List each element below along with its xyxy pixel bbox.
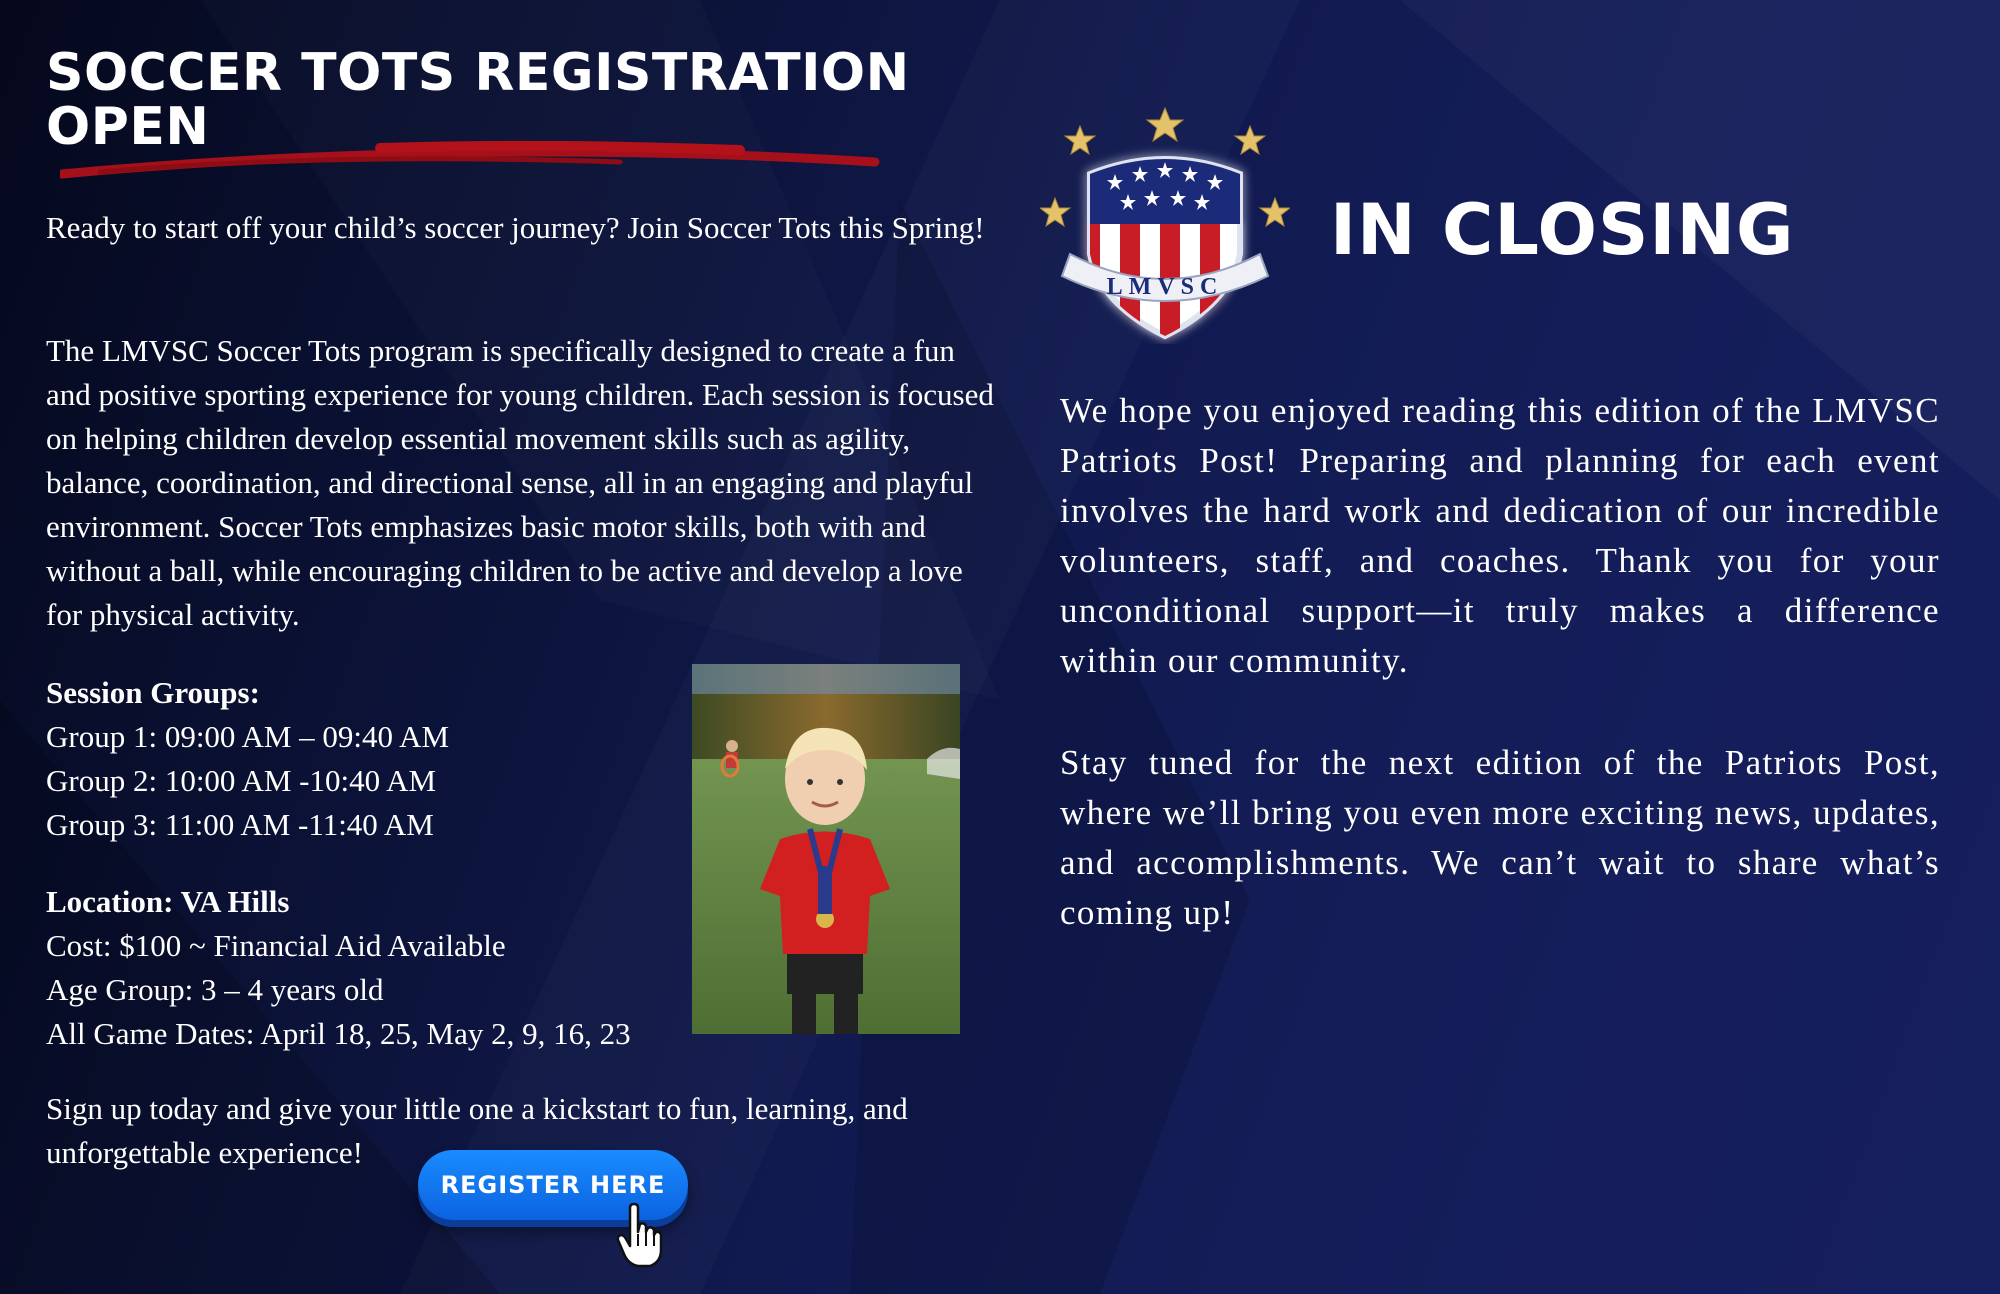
lmvsc-crest-logo — [1040, 104, 1290, 344]
session-group-item: Group 2: 10:00 AM -10:40 AM — [46, 763, 437, 798]
intro-text: Ready to start off your child’s soccer journey? Join Soccer Tots this Spring! — [46, 210, 985, 245]
session-groups-heading: Session Groups: — [46, 675, 260, 710]
game-dates: All Game Dates: April 18, 25, May 2, 9, 16, 23 — [46, 1016, 631, 1051]
hand-pointer-icon — [612, 1202, 668, 1270]
crest-text: LMVSC — [1106, 274, 1224, 300]
program-details — [46, 880, 631, 1056]
in-closing-title: IN CLOSING — [1330, 189, 1795, 271]
location: Location: VA Hills — [46, 884, 290, 919]
program-description: The LMVSC Soccer Tots program is specifically designed to create a fun and positive sporting experience for young children. Each session is focused on helping children develop essential movement skills such as agility, balance, coordination, and directional sense, all in an engaging and playful environment. Soccer Tots emphasizes basic motor skills, both with and without a ball, while encouraging children to be active and develop a love for physical activity. — [46, 333, 994, 632]
register-button[interactable]: REGISTER HERE — [418, 1150, 688, 1220]
registration-title: SOCCER TOTS REGISTRATION OPEN — [46, 43, 910, 157]
cost: Cost: $100 ~ Financial Aid Available — [46, 928, 506, 963]
red-brush-underline — [60, 138, 880, 182]
closing-paragraph: We hope you enjoyed reading this edition of the LMVSC Patriots Post! Preparing and planning for each event involves the hard work and dedication of our incredible volunteers, staff, and coaches. Thank you for your unconditional support—it truly makes a difference within our community. — [1060, 391, 1940, 680]
age-group: Age Group: 3 – 4 years old — [46, 972, 384, 1007]
child-soccer-photo — [692, 664, 960, 1034]
session-groups — [46, 671, 449, 847]
closing-paragraph: Stay tuned for the next edition of the Patriots Post, where we’ll bring you even more exciting news, updates, and accomplishments. We can’t wait to share what’s coming up! — [1060, 743, 1940, 932]
signup-text: Sign up today and give your little one a kickstart to fun, learning, and unforgettable experience! — [46, 1091, 908, 1170]
session-group-item: Group 1: 09:00 AM – 09:40 AM — [46, 719, 450, 754]
session-group-item: Group 3: 11:00 AM -11:40 AM — [46, 807, 434, 842]
